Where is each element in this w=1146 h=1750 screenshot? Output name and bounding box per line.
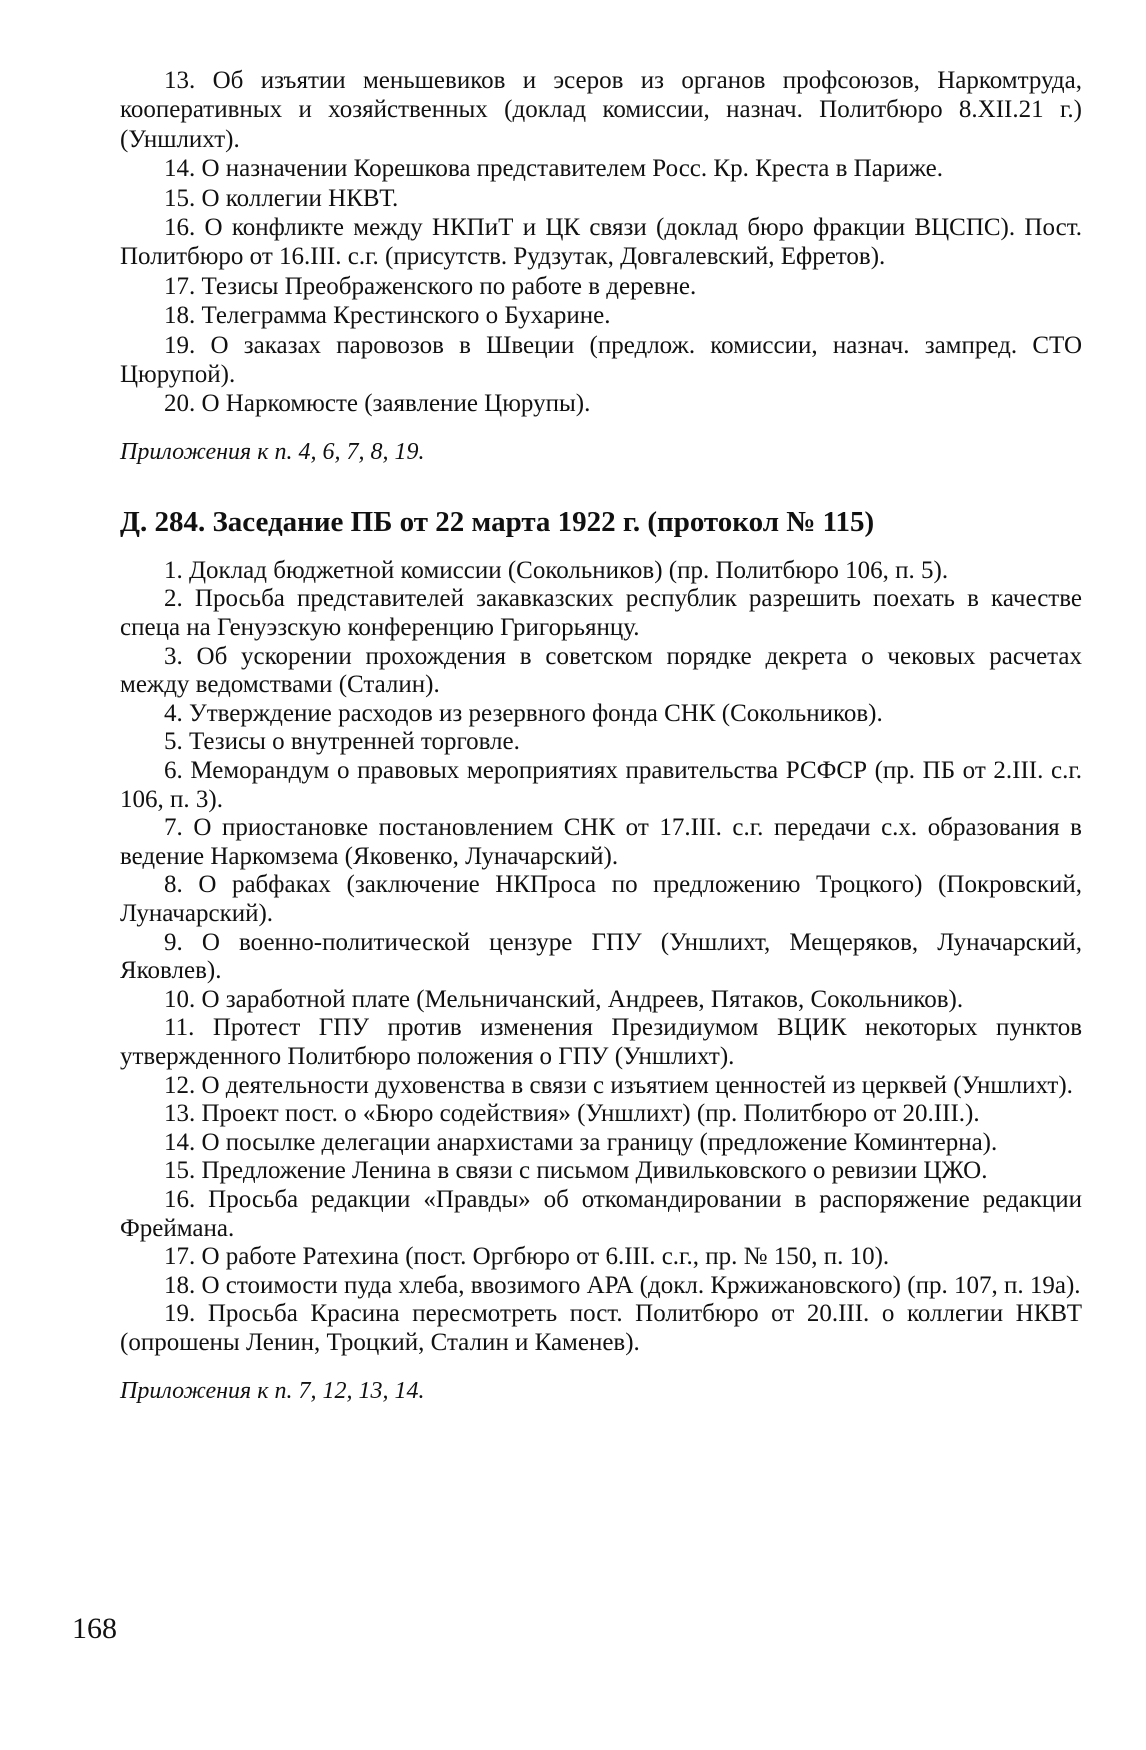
- agenda-item: 5. Тезисы о внутренней торговле.: [164, 728, 520, 756]
- agenda-item: 18. О стоимости пуда хлеба, ввозимого АРА (докл. Кржижановского) (пр. 107, п. 19а).: [164, 1271, 1081, 1299]
- agenda-item: 16. О конфликте между НКПиТ и ЦК связи (доклад бюро фракции ВЦСПС). Пост. Политбюро от 16.III. с.г. (присутств. Рудзутак, Довгалевский, Ефретов).: [120, 214, 1082, 271]
- agenda-item: 13. Проект пост. о «Бюро содействия» (Уншлихт) (пр. Политбюро от 20.III.).: [164, 1100, 980, 1128]
- agenda-item: 18. Телеграмма Крестинского о Бухарине.: [164, 302, 611, 330]
- agenda-item: 10. О заработной плате (Мельничанский, Андреев, Пятаков, Сокольников).: [164, 985, 964, 1013]
- agenda-item: 19. О заказах паровозов в Швеции (предлож. комиссии, назнач. зампред. СТО Цюрупой).: [120, 331, 1082, 389]
- agenda-item: 2. Просьба представителей закавказских республик разрешить поехать в качестве спеца на Генуэзскую конференцию Григорьянцу.: [120, 585, 1082, 642]
- agenda-item: 19. Просьба Красина пересмотреть пост. Политбюро от 20.III. о коллегии НКВТ (опрошены Ленин, Троцкий, Сталин и Каменев).: [120, 1300, 1082, 1356]
- agenda-item: 3. Об ускорении прохождения в советском порядке декрета о чековых расчетах между ведомствами (Сталин).: [120, 642, 1082, 699]
- agenda-item: 16. Просьба редакции «Правды» об откомандировании в распоряжение редакции Фреймана.: [120, 1185, 1082, 1242]
- document-page: [120, 66, 1082, 1406]
- section-heading: Д. 284. Заседание ПБ от 22 марта 1922 г. (протокол № 115): [120, 505, 875, 538]
- agenda-item: 8. О рабфаках (заключение НКПроса по предложению Троцкого) (Покровский, Луначарский).: [120, 871, 1082, 927]
- agenda-item: 17. Тезисы Преображенского по работе в деревне.: [164, 272, 697, 300]
- section-agenda-continued: [120, 66, 1082, 467]
- agenda-item: 20. О Наркомюсте (заявление Цюрупы).: [164, 390, 591, 418]
- agenda-item: 14. О посылке делегации анархистами за границу (предложение Коминтерна).: [164, 1128, 998, 1156]
- agenda-item: 15. Предложение Ленина в связи с письмом Дивильковского о ревизии ЦЖО.: [164, 1157, 988, 1185]
- agenda-item: 7. О приостановке постановлением СНК от 17.III. с.г. передачи с.х. образования в ведение Наркомзема (Яковенко, Луначарский).: [120, 814, 1082, 870]
- agenda-item: 4. Утверждение расходов из резервного фонда СНК (Сокольников).: [164, 699, 883, 727]
- agenda-item: 15. О коллегии НКВТ.: [164, 184, 399, 212]
- page-number: 168: [72, 1612, 117, 1645]
- agenda-item: 12. О деятельности духовенства в связи с изъятием ценностей из церквей (Уншлихт).: [164, 1071, 1073, 1099]
- agenda-item: 14. О назначении Корешкова представителем Росс. Кр. Креста в Париже.: [164, 155, 944, 183]
- appendix-note: Приложения к п. 4, 6, 7, 8, 19.: [120, 438, 425, 465]
- agenda-item: 13. Об изъятии меньшевиков и эсеров из органов профсоюзов, Наркомтруда, кооперативных и хозяйственных (доклад комиссии, назнач. Политбюро 8.XII.21 г.) (Уншлихт).: [120, 67, 1082, 153]
- agenda-item: 11. Протест ГПУ против изменения Президиумом ВЦИК некоторых пунктов утвержденного Политбюро положения о ГПУ (Уншлихт).: [120, 1014, 1082, 1070]
- section-meeting-284: [120, 505, 1082, 1406]
- agenda-item: 17. О работе Ратехина (пост. Оргбюро от 6.III. с.г., пр. № 150, п. 10).: [164, 1243, 890, 1271]
- agenda-item: 1. Доклад бюджетной комиссии (Сокольников) (пр. Политбюро 106, п. 5).: [164, 556, 949, 584]
- agenda-item: 9. О военно-политической цензуре ГПУ (Уншлихт, Мещеряков, Луначарский, Яковлев).: [120, 928, 1082, 985]
- agenda-item: 6. Меморандум о правовых мероприятиях правительства РСФСР (пр. ПБ от 2.III. с.г. 106, п. 3).: [120, 757, 1082, 813]
- appendix-note: Приложения к п. 7, 12, 13, 14.: [120, 1377, 425, 1404]
